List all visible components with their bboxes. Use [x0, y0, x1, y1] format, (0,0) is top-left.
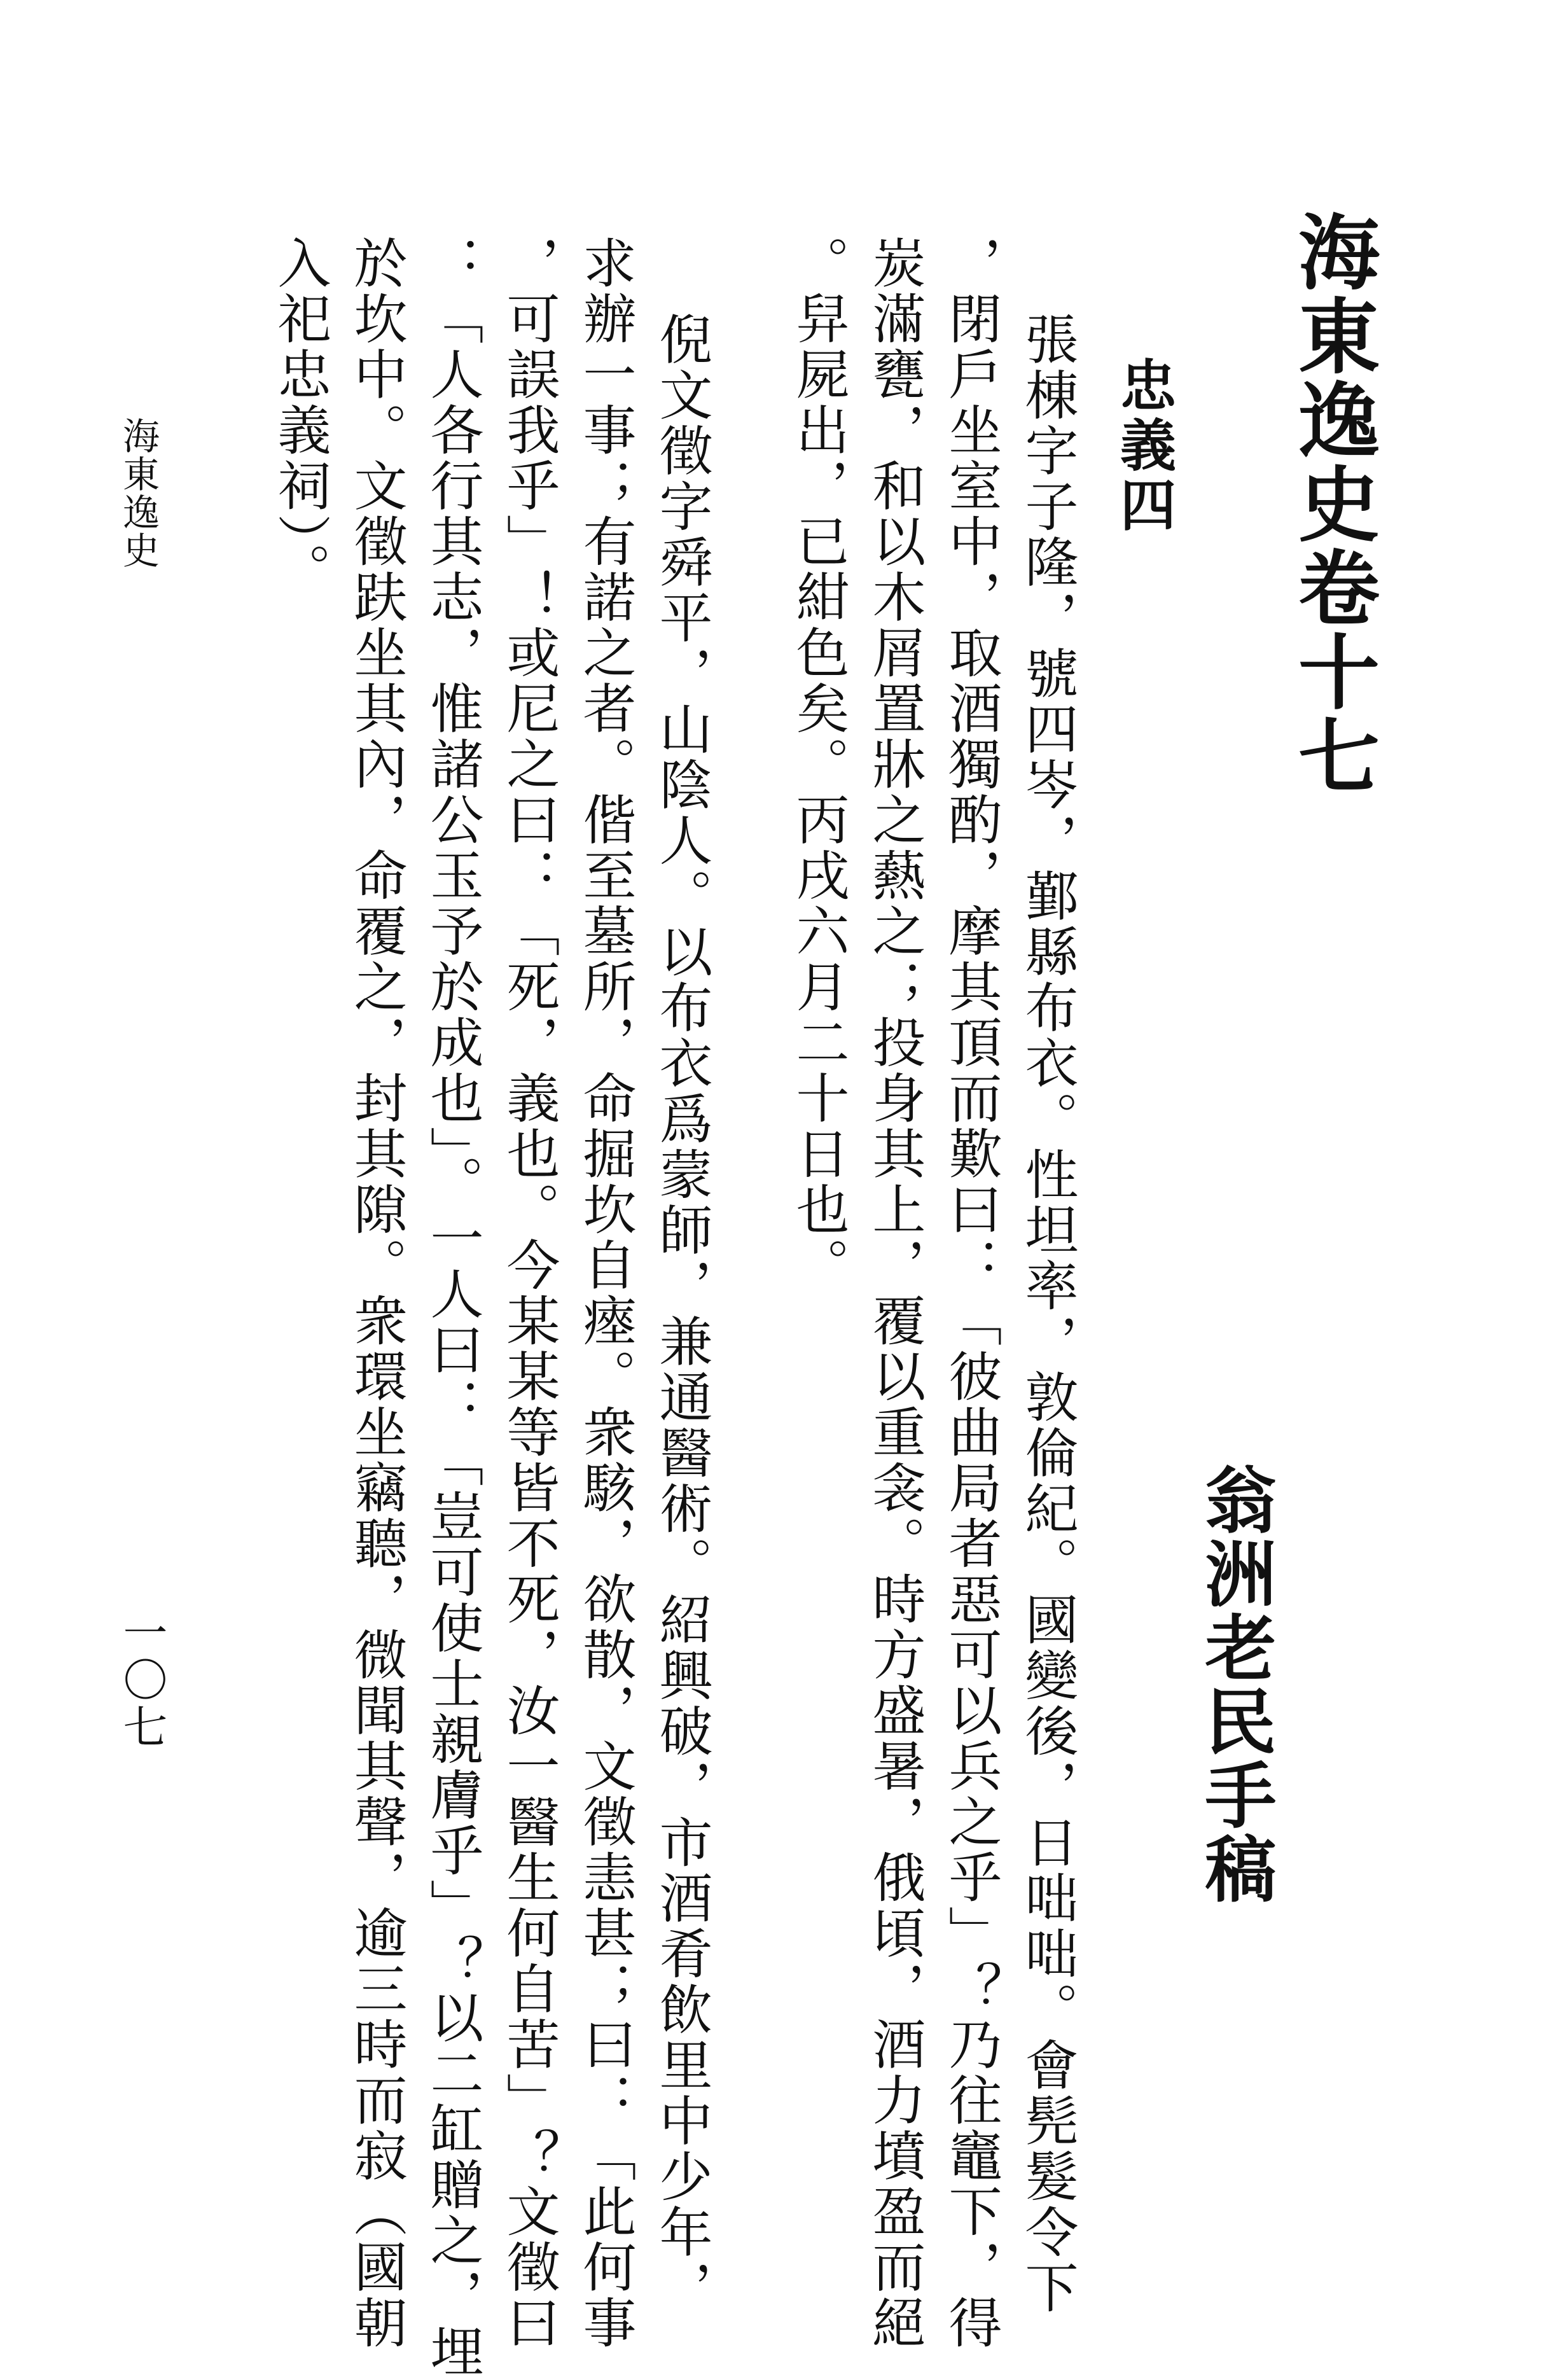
book-title: 海東逸史卷十七: [1284, 210, 1380, 798]
text-column: 求辦一事；有諾之者。偕至墓所，命掘坎自瘞。衆駭，欲散，文徵恚甚；曰：「此何事: [574, 235, 637, 2351]
author-line: 翁洲老民手稿: [1193, 1463, 1277, 1906]
text-column: ：「人各行其志，惟諸公玉予於成也」。一人曰：「豈可使士親膚乎」？以二缸贈之，埋: [422, 235, 484, 2380]
text-column: ，閉戶坐室中，取酒獨酌，摩其頂而歎曰：「彼曲局者惡可以兵之乎」？乃往竈下，得: [940, 235, 1003, 2351]
page-number: 一〇七: [116, 1610, 168, 1751]
section-heading: 忠義四: [1111, 356, 1177, 536]
text-column: 入祀忠義祠）。: [269, 235, 331, 599]
text-column: ，可誤我乎」！或尼之曰：「死，義也。今某某等皆不死，汝一醫生何自苦」？文徵曰: [498, 235, 560, 2351]
text-column: 倪文徵字舜平，山陰人。以布衣爲蒙師，兼通醫術。紹興破，市酒肴飲里中少年，: [651, 312, 713, 2316]
running-head: 海東逸史: [116, 417, 160, 569]
text-column: 於坎中。文徵趺坐其內，命覆之，封其隙。衆環坐竊聽，微聞其聲，逾三時而寂（國朝: [345, 235, 408, 2351]
text-column: 張棟字子隆，號四岑，鄞縣布衣。性坦率，敦倫紀。國變後，日咄咄。會髡髮令下: [1016, 312, 1079, 2316]
text-column: 。舁屍出，已紺色矣。丙戌六月二十日也。: [787, 235, 850, 1293]
text-column: 炭滿甕，和以木屑置牀之爇之；投身其上，覆以重衾。時方盛暑，俄頃，酒力墳盈而絕: [864, 235, 926, 2351]
